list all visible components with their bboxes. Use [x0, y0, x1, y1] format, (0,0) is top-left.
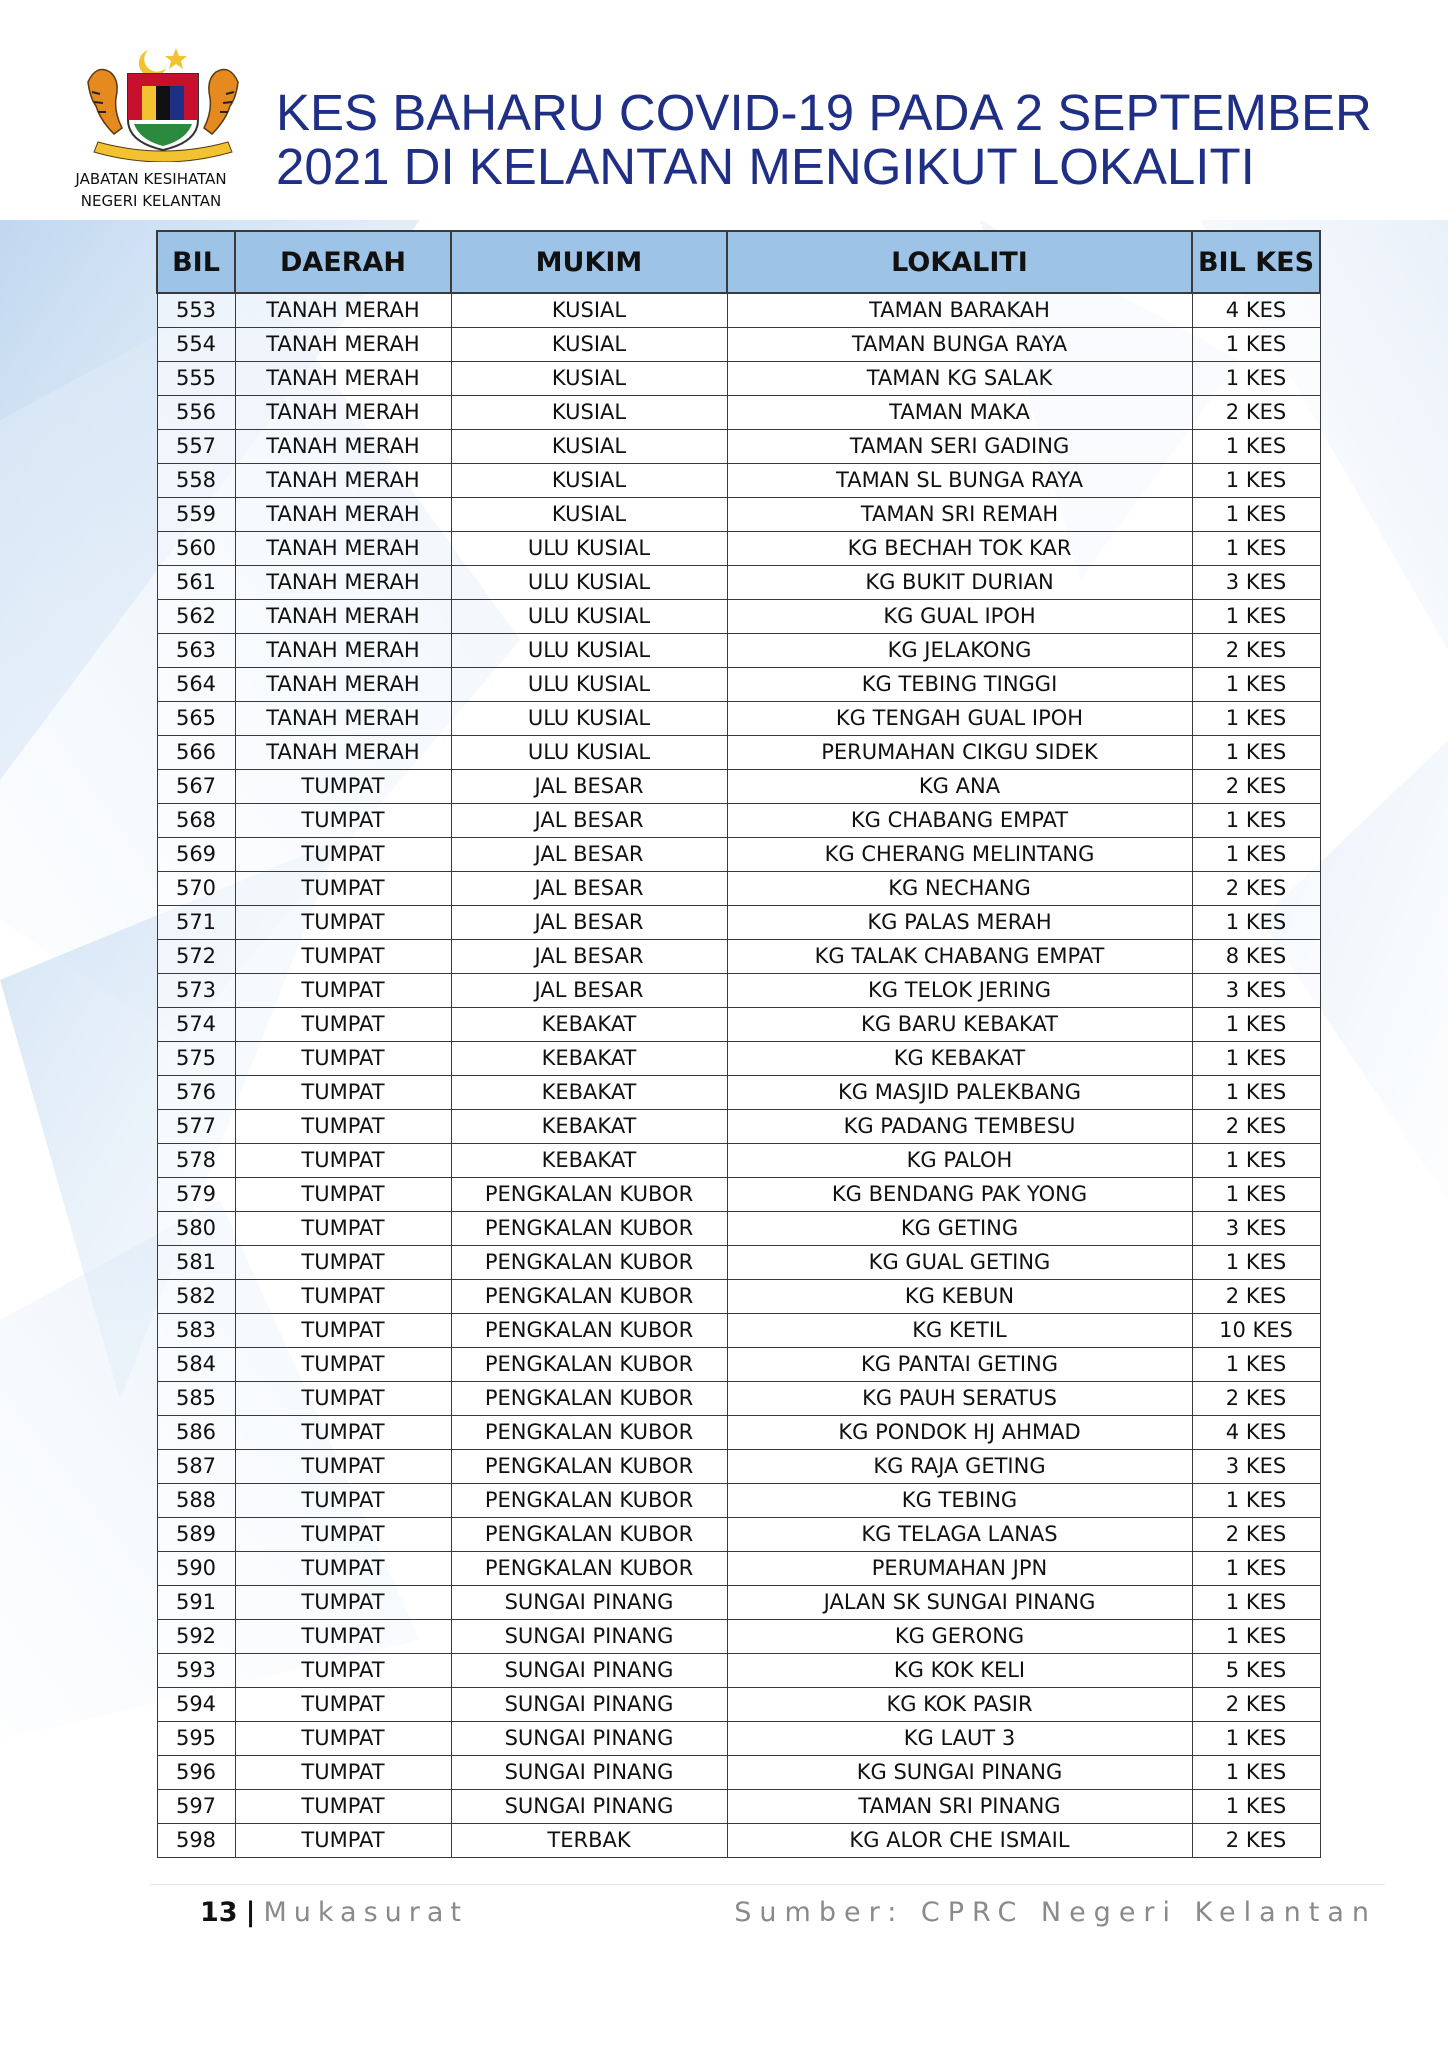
- page-title-line-2: 2021 DI KELANTAN MENGIKUT LOKALITI: [276, 138, 1255, 195]
- cell-lokaliti: KG PANTAI GETING: [727, 1347, 1192, 1381]
- cell-mukim: JAL BESAR: [451, 871, 727, 905]
- column-header-daerah: DAERAH: [235, 231, 451, 293]
- cell-bil-kes: 3 KES: [1192, 565, 1320, 599]
- table-row: [157, 803, 1320, 837]
- table-row: [157, 599, 1320, 633]
- cell-daerah: TUMPAT: [235, 1415, 451, 1449]
- cell-mukim: PENGKALAN KUBOR: [451, 1449, 727, 1483]
- cell-mukim: JAL BESAR: [451, 769, 727, 803]
- cell-bil-kes: 1 KES: [1192, 905, 1320, 939]
- cell-bil-kes: 2 KES: [1192, 1109, 1320, 1143]
- table-body: [157, 293, 1320, 1857]
- cell-bil-kes: 1 KES: [1192, 1483, 1320, 1517]
- cell-mukim: ULU KUSIAL: [451, 531, 727, 565]
- cell-bil: 558: [157, 463, 235, 497]
- cell-daerah: TUMPAT: [235, 1517, 451, 1551]
- table-row: [157, 1449, 1320, 1483]
- cell-daerah: TUMPAT: [235, 1177, 451, 1211]
- cell-bil: 576: [157, 1075, 235, 1109]
- cell-lokaliti: TAMAN BUNGA RAYA: [727, 327, 1192, 361]
- cell-daerah: TUMPAT: [235, 1143, 451, 1177]
- cell-bil-kes: 1 KES: [1192, 1041, 1320, 1075]
- cell-bil: 580: [157, 1211, 235, 1245]
- cell-mukim: KEBAKAT: [451, 1007, 727, 1041]
- cell-lokaliti: KG ALOR CHE ISMAIL: [727, 1823, 1192, 1857]
- cell-daerah: TANAH MERAH: [235, 463, 451, 497]
- cell-daerah: TUMPAT: [235, 1245, 451, 1279]
- cell-mukim: PENGKALAN KUBOR: [451, 1483, 727, 1517]
- cell-bil: 593: [157, 1653, 235, 1687]
- cell-bil: 588: [157, 1483, 235, 1517]
- table-row: [157, 1347, 1320, 1381]
- page-title-line-1: KES BAHARU COVID-19 PADA 2 SEPTEMBER: [276, 84, 1372, 141]
- cell-bil-kes: 1 KES: [1192, 1007, 1320, 1041]
- cell-lokaliti: KG RAJA GETING: [727, 1449, 1192, 1483]
- cell-bil: 598: [157, 1823, 235, 1857]
- cell-lokaliti: KG TEBING TINGGI: [727, 667, 1192, 701]
- cell-daerah: TUMPAT: [235, 1381, 451, 1415]
- cell-daerah: TANAH MERAH: [235, 361, 451, 395]
- cell-lokaliti: KG JELAKONG: [727, 633, 1192, 667]
- cell-mukim: KUSIAL: [451, 293, 727, 327]
- cell-bil-kes: 1 KES: [1192, 463, 1320, 497]
- cases-table-container: [156, 230, 1321, 1858]
- cell-lokaliti: TAMAN BARAKAH: [727, 293, 1192, 327]
- cell-mukim: KUSIAL: [451, 429, 727, 463]
- cell-daerah: TANAH MERAH: [235, 701, 451, 735]
- cell-mukim: KUSIAL: [451, 327, 727, 361]
- column-header-bil: BIL: [157, 231, 235, 293]
- table-row: [157, 1211, 1320, 1245]
- cell-mukim: PENGKALAN KUBOR: [451, 1211, 727, 1245]
- cell-bil-kes: 1 KES: [1192, 361, 1320, 395]
- cell-lokaliti: KG GUAL IPOH: [727, 599, 1192, 633]
- cell-mukim: SUNGAI PINANG: [451, 1755, 727, 1789]
- cell-daerah: TANAH MERAH: [235, 429, 451, 463]
- cell-bil: 597: [157, 1789, 235, 1823]
- cell-mukim: SUNGAI PINANG: [451, 1653, 727, 1687]
- table-row: [157, 1585, 1320, 1619]
- source-credit: Sumber: CPRC Negeri Kelantan: [734, 1897, 1377, 1928]
- cell-bil-kes: 4 KES: [1192, 1415, 1320, 1449]
- table-row: [157, 701, 1320, 735]
- cell-lokaliti: TAMAN SERI GADING: [727, 429, 1192, 463]
- table-row: [157, 361, 1320, 395]
- cell-bil-kes: 4 KES: [1192, 293, 1320, 327]
- cell-daerah: TUMPAT: [235, 1483, 451, 1517]
- cell-bil-kes: 2 KES: [1192, 633, 1320, 667]
- table-row: [157, 973, 1320, 1007]
- table-row: [157, 905, 1320, 939]
- cell-bil: 590: [157, 1551, 235, 1585]
- cell-bil: 581: [157, 1245, 235, 1279]
- cell-daerah: TUMPAT: [235, 1075, 451, 1109]
- cell-mukim: KEBAKAT: [451, 1075, 727, 1109]
- cell-bil: 579: [157, 1177, 235, 1211]
- column-header-mukim: MUKIM: [451, 231, 727, 293]
- cell-lokaliti: KG KOK KELI: [727, 1653, 1192, 1687]
- cell-lokaliti: KG GERONG: [727, 1619, 1192, 1653]
- cell-bil: 591: [157, 1585, 235, 1619]
- cell-bil: 589: [157, 1517, 235, 1551]
- table-row: [157, 1551, 1320, 1585]
- cell-daerah: TANAH MERAH: [235, 293, 451, 327]
- cell-daerah: TUMPAT: [235, 905, 451, 939]
- cell-mukim: ULU KUSIAL: [451, 633, 727, 667]
- cell-bil: 571: [157, 905, 235, 939]
- cell-bil: 554: [157, 327, 235, 361]
- cell-lokaliti: KG BARU KEBAKAT: [727, 1007, 1192, 1041]
- cell-mukim: PENGKALAN KUBOR: [451, 1551, 727, 1585]
- cell-bil-kes: 3 KES: [1192, 1449, 1320, 1483]
- table-row: [157, 1415, 1320, 1449]
- cell-mukim: TERBAK: [451, 1823, 727, 1857]
- cell-bil: 567: [157, 769, 235, 803]
- cell-bil-kes: 1 KES: [1192, 1755, 1320, 1789]
- cell-bil-kes: 1 KES: [1192, 1245, 1320, 1279]
- table-row: [157, 769, 1320, 803]
- cell-lokaliti: PERUMAHAN CIKGU SIDEK: [727, 735, 1192, 769]
- cell-bil-kes: 1 KES: [1192, 1143, 1320, 1177]
- cell-lokaliti: KG GUAL GETING: [727, 1245, 1192, 1279]
- cell-bil-kes: 3 KES: [1192, 1211, 1320, 1245]
- cell-lokaliti: JALAN SK SUNGAI PINANG: [727, 1585, 1192, 1619]
- cell-daerah: TUMPAT: [235, 1551, 451, 1585]
- footer-separator: |: [245, 1897, 256, 1928]
- table-row: [157, 395, 1320, 429]
- cell-lokaliti: TAMAN SRI REMAH: [727, 497, 1192, 531]
- cell-bil-kes: 1 KES: [1192, 1075, 1320, 1109]
- cell-mukim: ULU KUSIAL: [451, 599, 727, 633]
- cell-lokaliti: TAMAN SL BUNGA RAYA: [727, 463, 1192, 497]
- page-header: [0, 0, 1448, 230]
- cell-lokaliti: KG KEBAKAT: [727, 1041, 1192, 1075]
- cell-daerah: TUMPAT: [235, 769, 451, 803]
- cell-mukim: KUSIAL: [451, 395, 727, 429]
- cell-lokaliti: KG PONDOK HJ AHMAD: [727, 1415, 1192, 1449]
- cell-lokaliti: KG TELAGA LANAS: [727, 1517, 1192, 1551]
- cell-daerah: TANAH MERAH: [235, 497, 451, 531]
- cell-lokaliti: KG KOK PASIR: [727, 1687, 1192, 1721]
- cell-daerah: TUMPAT: [235, 1823, 451, 1857]
- coat-of-arms-icon: [78, 42, 248, 162]
- cell-mukim: SUNGAI PINANG: [451, 1789, 727, 1823]
- cell-lokaliti: TAMAN KG SALAK: [727, 361, 1192, 395]
- cell-daerah: TUMPAT: [235, 1109, 451, 1143]
- cell-lokaliti: KG TALAK CHABANG EMPAT: [727, 939, 1192, 973]
- cell-lokaliti: KG PAUH SERATUS: [727, 1381, 1192, 1415]
- cell-bil-kes: 2 KES: [1192, 769, 1320, 803]
- table-row: [157, 497, 1320, 531]
- cell-lokaliti: KG KETIL: [727, 1313, 1192, 1347]
- cell-bil: 582: [157, 1279, 235, 1313]
- page-number: 13: [200, 1897, 238, 1928]
- cell-lokaliti: KG GETING: [727, 1211, 1192, 1245]
- table-row: [157, 1653, 1320, 1687]
- table-row: [157, 1721, 1320, 1755]
- cell-daerah: TUMPAT: [235, 871, 451, 905]
- cell-lokaliti: KG BUKIT DURIAN: [727, 565, 1192, 599]
- table-row: [157, 1075, 1320, 1109]
- cell-bil-kes: 1 KES: [1192, 667, 1320, 701]
- cell-bil: 586: [157, 1415, 235, 1449]
- cell-bil: 557: [157, 429, 235, 463]
- cell-bil: 575: [157, 1041, 235, 1075]
- cell-bil-kes: 2 KES: [1192, 1381, 1320, 1415]
- table-row: [157, 429, 1320, 463]
- cell-daerah: TUMPAT: [235, 1789, 451, 1823]
- table-row: [157, 531, 1320, 565]
- cell-daerah: TUMPAT: [235, 939, 451, 973]
- cell-mukim: PENGKALAN KUBOR: [451, 1245, 727, 1279]
- cell-mukim: JAL BESAR: [451, 837, 727, 871]
- cell-bil: 570: [157, 871, 235, 905]
- cell-mukim: PENGKALAN KUBOR: [451, 1381, 727, 1415]
- cell-bil: 584: [157, 1347, 235, 1381]
- cell-mukim: ULU KUSIAL: [451, 667, 727, 701]
- table-row: [157, 1517, 1320, 1551]
- cases-table: [156, 230, 1321, 1858]
- cell-lokaliti: KG ANA: [727, 769, 1192, 803]
- cell-mukim: SUNGAI PINANG: [451, 1619, 727, 1653]
- cell-bil: 594: [157, 1687, 235, 1721]
- cell-bil-kes: 1 KES: [1192, 1585, 1320, 1619]
- cell-daerah: TANAH MERAH: [235, 735, 451, 769]
- cell-bil-kes: 1 KES: [1192, 599, 1320, 633]
- cell-daerah: TANAH MERAH: [235, 667, 451, 701]
- cell-bil: 578: [157, 1143, 235, 1177]
- cell-mukim: JAL BESAR: [451, 939, 727, 973]
- cell-bil-kes: 1 KES: [1192, 735, 1320, 769]
- cell-bil-kes: 1 KES: [1192, 531, 1320, 565]
- organization-name: [40, 168, 262, 212]
- cell-daerah: TUMPAT: [235, 1007, 451, 1041]
- cell-lokaliti: KG TELOK JERING: [727, 973, 1192, 1007]
- page-title: [276, 86, 1426, 194]
- table-row: [157, 1007, 1320, 1041]
- cell-bil-kes: 1 KES: [1192, 497, 1320, 531]
- cell-daerah: TUMPAT: [235, 837, 451, 871]
- table-row: [157, 1483, 1320, 1517]
- cell-daerah: TANAH MERAH: [235, 599, 451, 633]
- cell-daerah: TANAH MERAH: [235, 565, 451, 599]
- cell-bil: 565: [157, 701, 235, 735]
- cell-bil: 587: [157, 1449, 235, 1483]
- table-row: [157, 293, 1320, 327]
- table-row: [157, 327, 1320, 361]
- cell-lokaliti: KG PADANG TEMBESU: [727, 1109, 1192, 1143]
- cell-lokaliti: KG SUNGAI PINANG: [727, 1755, 1192, 1789]
- cell-daerah: TANAH MERAH: [235, 395, 451, 429]
- cell-bil: 583: [157, 1313, 235, 1347]
- table-row: [157, 1687, 1320, 1721]
- cell-mukim: JAL BESAR: [451, 803, 727, 837]
- cell-daerah: TANAH MERAH: [235, 633, 451, 667]
- table-row: [157, 1245, 1320, 1279]
- cell-lokaliti: TAMAN SRI PINANG: [727, 1789, 1192, 1823]
- cell-lokaliti: KG TEBING: [727, 1483, 1192, 1517]
- table-row: [157, 565, 1320, 599]
- cell-mukim: JAL BESAR: [451, 973, 727, 1007]
- cell-bil: 560: [157, 531, 235, 565]
- cell-mukim: SUNGAI PINANG: [451, 1585, 727, 1619]
- cell-mukim: SUNGAI PINANG: [451, 1687, 727, 1721]
- page-number-block: [200, 1897, 468, 1928]
- table-row: [157, 633, 1320, 667]
- cell-lokaliti: KG CHERANG MELINTANG: [727, 837, 1192, 871]
- table-row: [157, 1381, 1320, 1415]
- page-word: Mukasurat: [263, 1897, 468, 1928]
- page-footer: [150, 1884, 1385, 1928]
- column-header-bil-kes: BIL KES: [1192, 231, 1320, 293]
- cell-daerah: TUMPAT: [235, 1279, 451, 1313]
- cell-bil-kes: 1 KES: [1192, 327, 1320, 361]
- cell-mukim: KEBAKAT: [451, 1109, 727, 1143]
- table-row: [157, 1041, 1320, 1075]
- table-row: [157, 1109, 1320, 1143]
- cell-bil: 596: [157, 1755, 235, 1789]
- column-header-lokaliti: LOKALITI: [727, 231, 1192, 293]
- table-row: [157, 871, 1320, 905]
- cell-bil: 569: [157, 837, 235, 871]
- cell-lokaliti: KG PALAS MERAH: [727, 905, 1192, 939]
- cell-bil-kes: 2 KES: [1192, 1517, 1320, 1551]
- cell-mukim: JAL BESAR: [451, 905, 727, 939]
- cell-bil: 573: [157, 973, 235, 1007]
- cell-daerah: TUMPAT: [235, 1653, 451, 1687]
- cell-bil: 562: [157, 599, 235, 633]
- cell-lokaliti: KG BECHAH TOK KAR: [727, 531, 1192, 565]
- cell-daerah: TUMPAT: [235, 1619, 451, 1653]
- cell-daerah: TUMPAT: [235, 1687, 451, 1721]
- cell-bil-kes: 2 KES: [1192, 1687, 1320, 1721]
- cell-bil: 572: [157, 939, 235, 973]
- cell-bil-kes: 1 KES: [1192, 803, 1320, 837]
- organization-name-line-2: NEGERI KELANTAN: [80, 192, 222, 210]
- cell-lokaliti: KG LAUT 3: [727, 1721, 1192, 1755]
- cell-bil: 595: [157, 1721, 235, 1755]
- cell-daerah: TUMPAT: [235, 1313, 451, 1347]
- table-row: [157, 1789, 1320, 1823]
- cell-bil: 577: [157, 1109, 235, 1143]
- cell-bil-kes: 1 KES: [1192, 701, 1320, 735]
- cell-daerah: TUMPAT: [235, 803, 451, 837]
- table-row: [157, 939, 1320, 973]
- cell-bil-kes: 1 KES: [1192, 1551, 1320, 1585]
- cell-daerah: TANAH MERAH: [235, 531, 451, 565]
- cell-daerah: TANAH MERAH: [235, 327, 451, 361]
- table-row: [157, 1619, 1320, 1653]
- cell-bil: 563: [157, 633, 235, 667]
- cell-bil: 574: [157, 1007, 235, 1041]
- cell-lokaliti: KG TENGAH GUAL IPOH: [727, 701, 1192, 735]
- cell-mukim: SUNGAI PINANG: [451, 1721, 727, 1755]
- table-row: [157, 463, 1320, 497]
- table-header-row: [157, 231, 1320, 293]
- cell-bil-kes: 1 KES: [1192, 1721, 1320, 1755]
- table-row: [157, 837, 1320, 871]
- cell-bil: 553: [157, 293, 235, 327]
- cell-daerah: TUMPAT: [235, 1449, 451, 1483]
- table-row: [157, 667, 1320, 701]
- cell-mukim: PENGKALAN KUBOR: [451, 1177, 727, 1211]
- cell-mukim: PENGKALAN KUBOR: [451, 1313, 727, 1347]
- cell-mukim: PENGKALAN KUBOR: [451, 1517, 727, 1551]
- cell-bil-kes: 1 KES: [1192, 1619, 1320, 1653]
- cell-bil: 585: [157, 1381, 235, 1415]
- cell-daerah: TUMPAT: [235, 1041, 451, 1075]
- table-row: [157, 1313, 1320, 1347]
- table-row: [157, 1143, 1320, 1177]
- cell-mukim: KUSIAL: [451, 361, 727, 395]
- table-row: [157, 735, 1320, 769]
- cell-bil: 566: [157, 735, 235, 769]
- cell-mukim: KEBAKAT: [451, 1143, 727, 1177]
- cell-lokaliti: KG NECHANG: [727, 871, 1192, 905]
- cell-daerah: TUMPAT: [235, 1721, 451, 1755]
- cell-bil-kes: 1 KES: [1192, 1347, 1320, 1381]
- cell-bil: 555: [157, 361, 235, 395]
- table-row: [157, 1279, 1320, 1313]
- cell-mukim: ULU KUSIAL: [451, 565, 727, 599]
- cell-lokaliti: KG PALOH: [727, 1143, 1192, 1177]
- cell-mukim: PENGKALAN KUBOR: [451, 1347, 727, 1381]
- cell-bil-kes: 8 KES: [1192, 939, 1320, 973]
- table-row: [157, 1755, 1320, 1789]
- cell-bil: 561: [157, 565, 235, 599]
- organization-name-line-1: JABATAN KESIHATAN: [75, 170, 227, 188]
- cell-bil-kes: 2 KES: [1192, 1279, 1320, 1313]
- cell-bil-kes: 2 KES: [1192, 871, 1320, 905]
- cell-bil-kes: 1 KES: [1192, 1177, 1320, 1211]
- cell-bil-kes: 2 KES: [1192, 1823, 1320, 1857]
- cell-lokaliti: KG KEBUN: [727, 1279, 1192, 1313]
- cell-daerah: TUMPAT: [235, 1211, 451, 1245]
- cell-mukim: PENGKALAN KUBOR: [451, 1279, 727, 1313]
- cell-bil-kes: 5 KES: [1192, 1653, 1320, 1687]
- cell-bil: 568: [157, 803, 235, 837]
- cell-mukim: KUSIAL: [451, 463, 727, 497]
- cell-bil: 564: [157, 667, 235, 701]
- cell-lokaliti: KG MASJID PALEKBANG: [727, 1075, 1192, 1109]
- cell-daerah: TUMPAT: [235, 1755, 451, 1789]
- cell-bil: 556: [157, 395, 235, 429]
- table-row: [157, 1823, 1320, 1857]
- cell-bil-kes: 2 KES: [1192, 395, 1320, 429]
- cell-daerah: TUMPAT: [235, 1585, 451, 1619]
- cell-mukim: ULU KUSIAL: [451, 735, 727, 769]
- cell-bil-kes: 10 KES: [1192, 1313, 1320, 1347]
- cell-mukim: KEBAKAT: [451, 1041, 727, 1075]
- cell-lokaliti: TAMAN MAKA: [727, 395, 1192, 429]
- cell-lokaliti: KG BENDANG PAK YONG: [727, 1177, 1192, 1211]
- table-row: [157, 1177, 1320, 1211]
- cell-daerah: TUMPAT: [235, 1347, 451, 1381]
- cell-bil-kes: 1 KES: [1192, 837, 1320, 871]
- cell-mukim: PENGKALAN KUBOR: [451, 1415, 727, 1449]
- cell-bil: 592: [157, 1619, 235, 1653]
- cell-bil: 559: [157, 497, 235, 531]
- cell-bil-kes: 1 KES: [1192, 429, 1320, 463]
- cell-lokaliti: PERUMAHAN JPN: [727, 1551, 1192, 1585]
- cell-mukim: ULU KUSIAL: [451, 701, 727, 735]
- cell-bil-kes: 1 KES: [1192, 1789, 1320, 1823]
- cell-bil-kes: 3 KES: [1192, 973, 1320, 1007]
- cell-mukim: KUSIAL: [451, 497, 727, 531]
- cell-lokaliti: KG CHABANG EMPAT: [727, 803, 1192, 837]
- cell-daerah: TUMPAT: [235, 973, 451, 1007]
